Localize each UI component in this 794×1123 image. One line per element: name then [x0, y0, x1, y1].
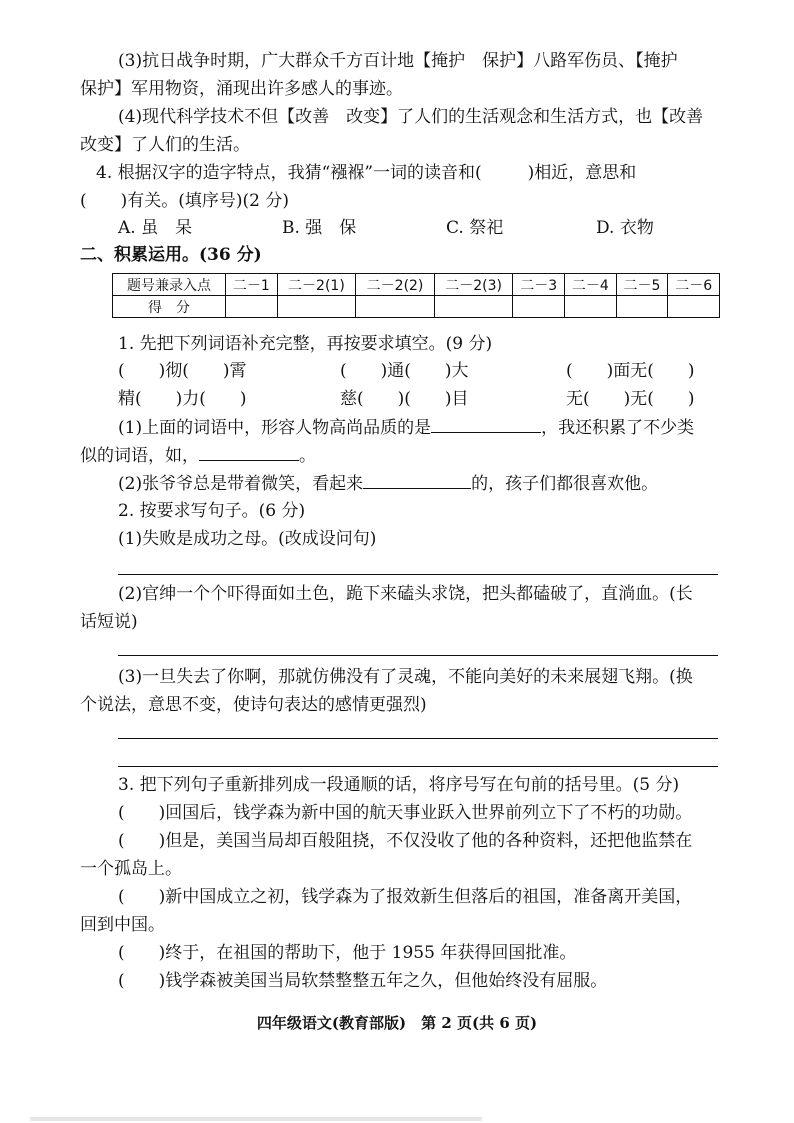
q4-sub-line1: (4)现代科学技术不但【改善 改变】了人们的生活观念和生活方式，也【改善: [118, 107, 704, 127]
q4-option-a: A. 虽 呆: [118, 218, 193, 238]
score-header-cell: 题号兼录入点: [113, 274, 226, 296]
idiom-2: ( )通( )大: [340, 361, 469, 381]
score-header-cell: 二－2(1): [277, 274, 356, 296]
s3-item-2: ( )但是，美国当局却百般阻挠，不仅没收了他的各种资料，还把他监禁在: [118, 831, 693, 851]
s2-q3-answer-line-1[interactable]: [118, 738, 718, 739]
s1-q1-line1: [118, 416, 694, 439]
score-cell[interactable]: [356, 296, 435, 318]
s2-q2-answer-line[interactable]: [118, 655, 718, 656]
score-cell[interactable]: [513, 296, 565, 318]
idiom-5: 慈( )( )目: [340, 389, 469, 409]
s1-q1-blank-1[interactable]: [431, 416, 541, 433]
score-header-cell: 二－4: [565, 274, 617, 296]
q3-line1: (3)抗日战争时期，广大群众千方百计地【掩护 保护】八路军伤员、【掩护: [118, 51, 678, 71]
s1-q2-text-b: 的，孩子们都很喜欢他。: [471, 474, 659, 494]
s2-q3-line1: (3)一旦失去了你啊，那就仿佛没有了灵魂，不能向美好的未来展翅飞翔。(换: [118, 667, 693, 687]
idiom-1: ( )彻( )霄: [118, 361, 247, 381]
s2-q2-line2: 话短说): [80, 612, 138, 632]
score-header-cell: 二－5: [616, 274, 668, 296]
s1-q2-text-a: (2)张爷爷总是带着微笑，看起来: [118, 474, 364, 494]
score-header-cell: 二－6: [668, 274, 720, 296]
s3-item-3: ( )新中国成立之初，钱学森为了报效新生但落后的祖国，准备离开美国，: [118, 887, 693, 907]
s2-q1: (1)失败是成功之母。(改成设问句): [118, 529, 377, 549]
s2-q1-answer-line[interactable]: [118, 574, 718, 575]
q4-text-d: )有关。(填序号)(2 分): [120, 191, 290, 211]
score-header-cell: 二－3: [513, 274, 565, 296]
s1-q1-text-d: 。: [299, 446, 316, 466]
score-cell[interactable]: [616, 296, 668, 318]
s3-item-2-cont: 一个孤岛上。: [80, 859, 182, 879]
s3-item-3-cont: 回到中国。: [80, 915, 165, 935]
idiom-4: 精( )力( ): [118, 389, 247, 409]
score-cell[interactable]: [277, 296, 356, 318]
s3-item-5: ( )钱学森被美国当局软禁整整五年之久，但他始终没有屈服。: [118, 971, 608, 991]
idiom-6: 无( )无( ): [566, 389, 695, 409]
s3-title: 3. 把下列句子重新排列成一段通顺的话，将序号写在句前的括号里。(5 分): [118, 775, 680, 795]
s1-q1-blank-2[interactable]: [199, 444, 299, 461]
q4-text-c: (: [80, 191, 87, 211]
s2-title: 2. 按要求写句子。(6 分): [118, 501, 306, 521]
score-header-cell: 二－2(3): [434, 274, 513, 296]
score-table-score-row: [113, 296, 720, 318]
q4-text-a: 4. 根据汉字的造字特点，我猜“襁褓”一词的读音和(: [96, 163, 482, 183]
s1-q2-blank[interactable]: [363, 472, 471, 489]
page-footer: 四年级语文(教育部版) 第 2 页(共 6 页): [256, 1014, 538, 1032]
s1-title: 1. 先把下列词语补充完整，再按要求填空。(9 分): [118, 334, 493, 354]
s3-item-1: ( )回国后，钱学森为新中国的航天事业跃入世界前列立下了不朽的功勋。: [118, 803, 693, 823]
q4-text-b: )相近，意思和: [527, 163, 637, 183]
idiom-3: ( )面无( ): [566, 361, 695, 381]
score-cell[interactable]: [226, 296, 278, 318]
s2-q2-line1: (2)官绅一个个吓得面如土色，跪下来磕头求饶，把头都磕破了，直淌血。(长: [118, 584, 693, 604]
scan-edge-strip: [30, 1117, 482, 1121]
s3-item-4: ( )终于，在祖国的帮助下，他于 1955 年获得回国批准。: [118, 943, 577, 963]
q3-line2: 保护】军用物资，涌现出许多感人的事迹。: [80, 79, 403, 99]
section2-heading: 二、积累运用。(36 分): [80, 245, 262, 265]
score-cell[interactable]: [434, 296, 513, 318]
q4-line2: [80, 190, 289, 212]
score-row-label: 得 分: [113, 296, 226, 318]
s1-q1-line2: [80, 444, 316, 467]
s1-q1-text-c: 似的词语，如，: [80, 446, 199, 466]
score-table-header-row: [113, 274, 720, 296]
s1-q2-line: [118, 472, 658, 495]
q4-option-d: D. 衣物: [596, 218, 654, 238]
q4-option-c: C. 祭祀: [446, 218, 504, 238]
score-table: [112, 273, 720, 318]
s1-q1-text-a: (1)上面的词语中，形容人物高尚品质的是: [118, 418, 432, 438]
score-cell[interactable]: [668, 296, 720, 318]
s2-q3-line2: 个说法，意思不变，使诗句表达的感情更强烈): [80, 695, 427, 715]
q4-sub-line2: 改变】了人们的生活。: [80, 135, 250, 155]
q4-option-b: B. 强 保: [282, 218, 357, 238]
s2-q3-answer-line-2[interactable]: [118, 766, 718, 767]
score-header-cell: 二－2(2): [356, 274, 435, 296]
q4-line1: [96, 162, 636, 184]
score-cell[interactable]: [565, 296, 617, 318]
s1-q1-text-b: ，我还积累了不少类: [541, 418, 695, 438]
score-header-cell: 二－1: [226, 274, 278, 296]
